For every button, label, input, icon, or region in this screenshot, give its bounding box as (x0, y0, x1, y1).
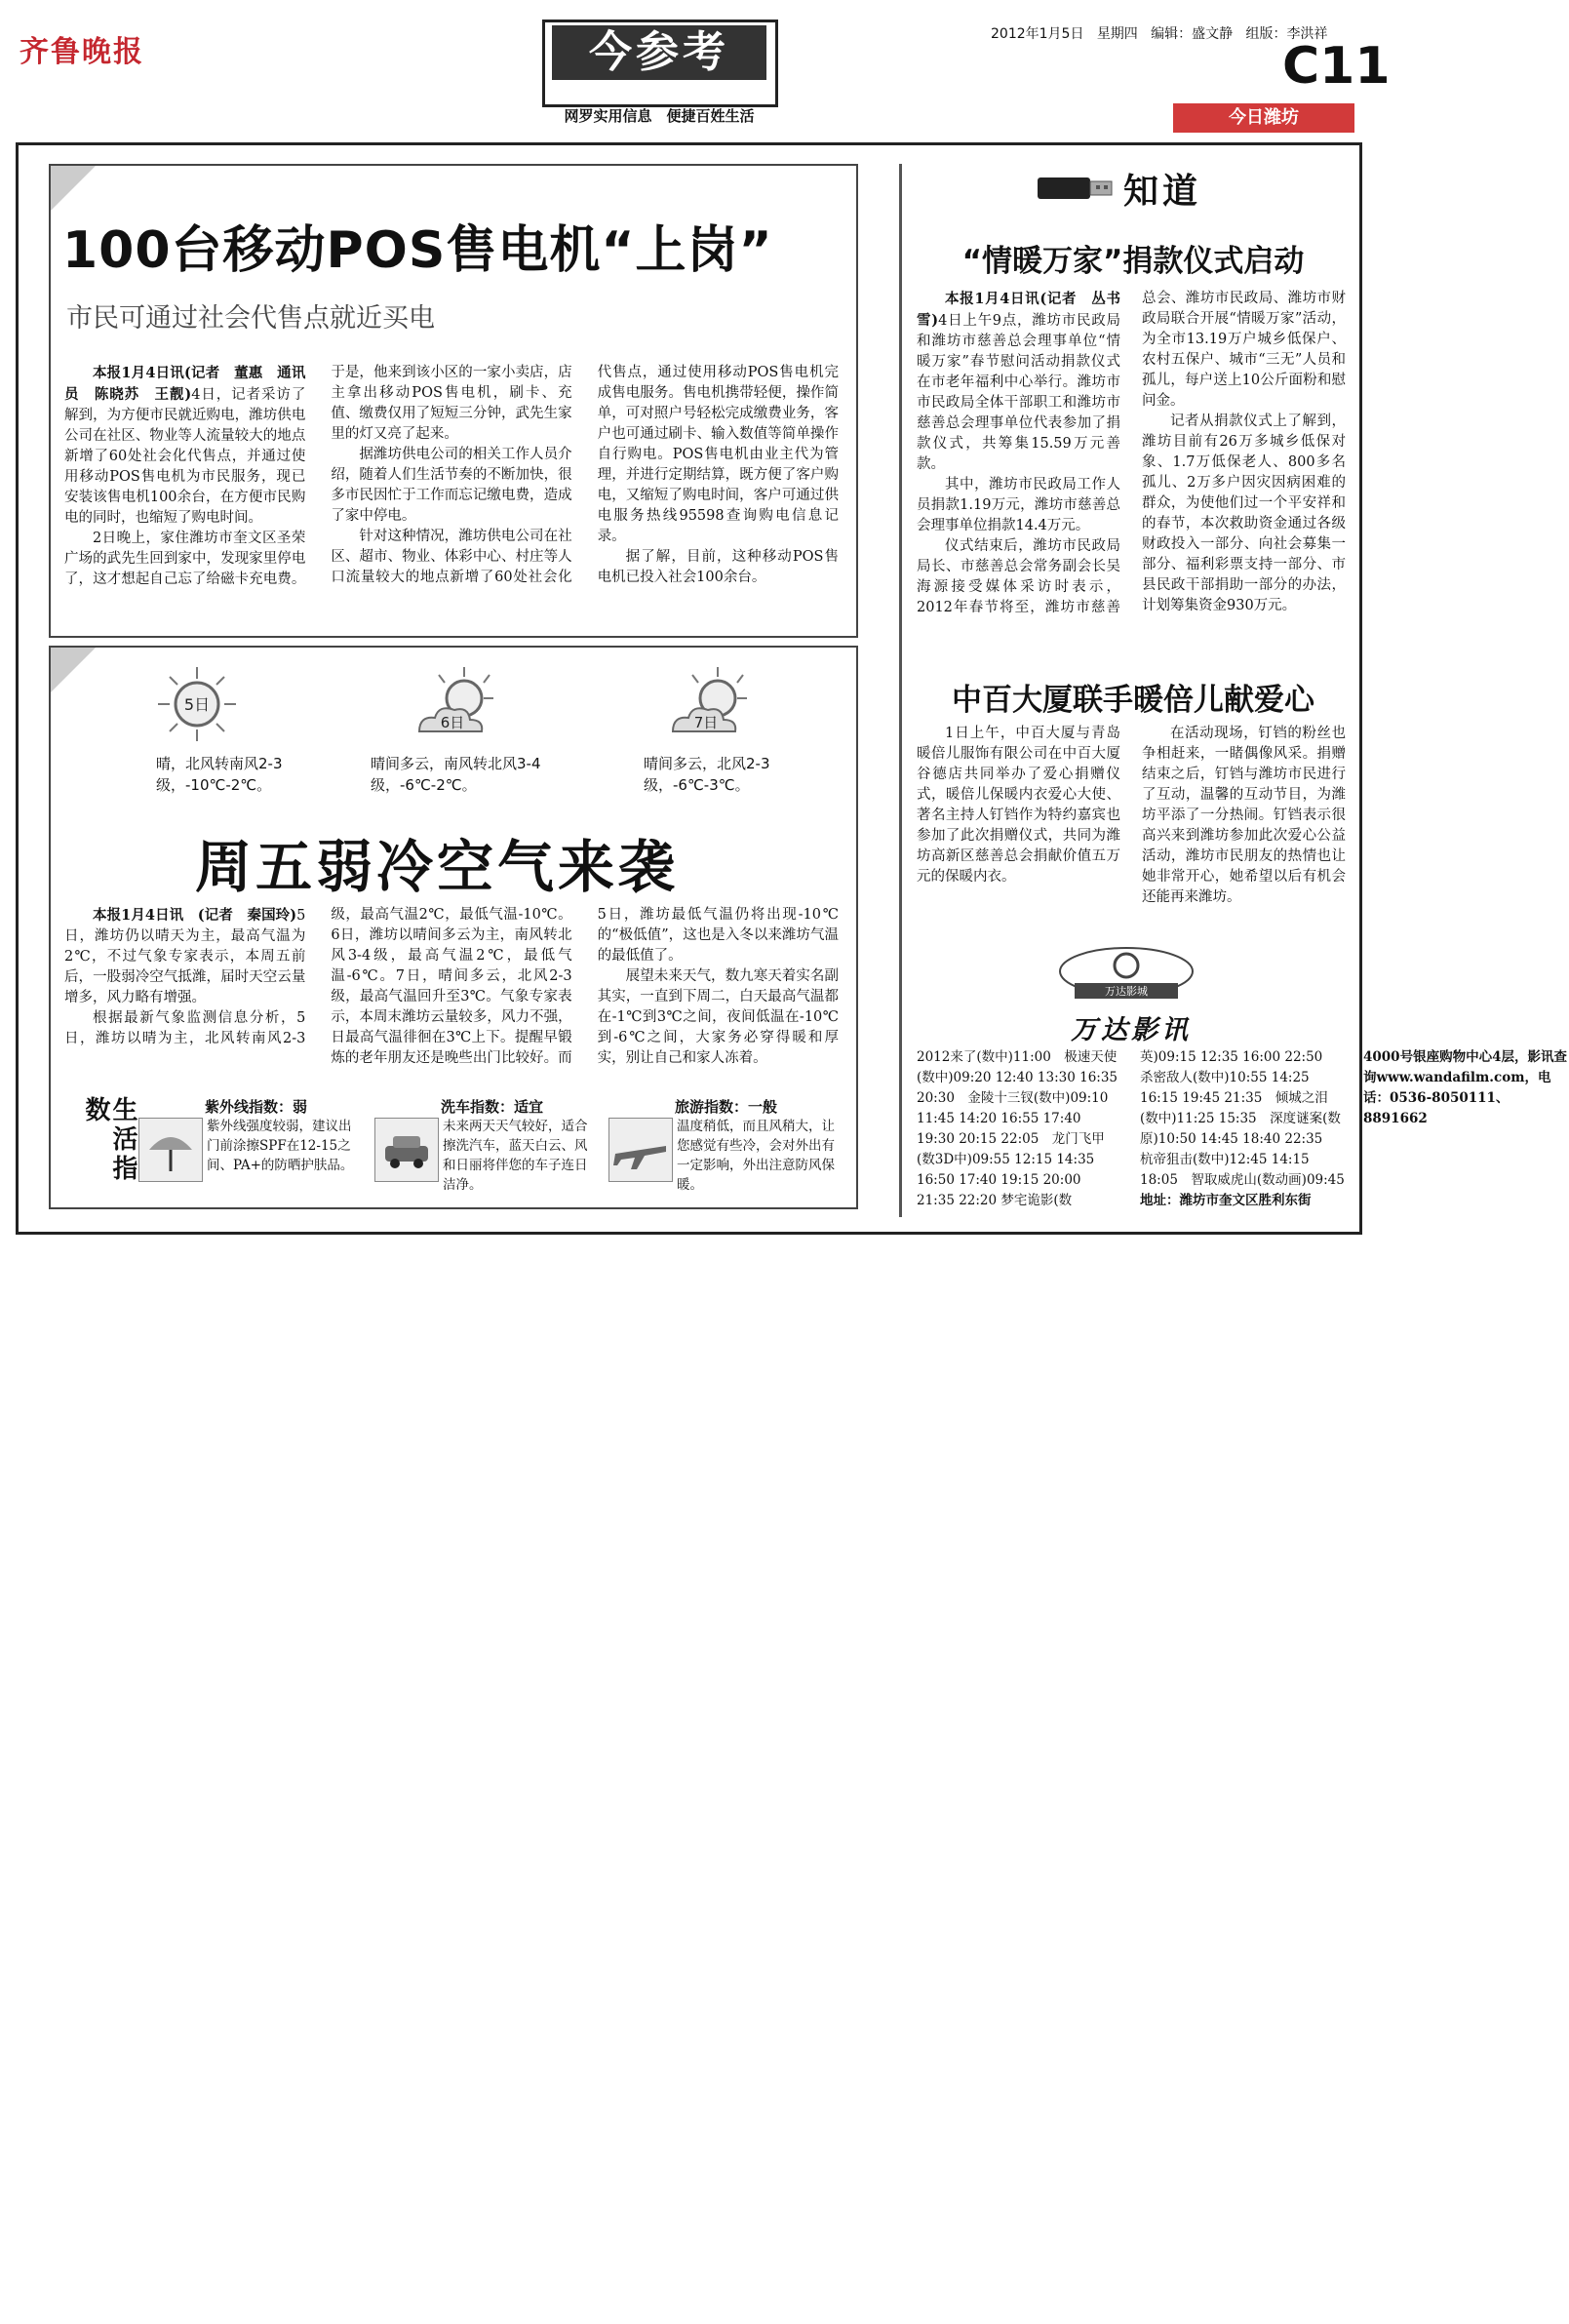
article-weather-body (64, 905, 839, 1069)
article-paragraph: 据了解，目前，这种移动POS售电机已投入社会100余台。 (597, 549, 839, 585)
wanda-address: 地址：潍坊市奎文区胜利东街4000号银座购物中心4层，影讯查询www.wandafilm.com，电话：0536-8050111、8891662 (1140, 1049, 1567, 1208)
article-paragraph: 2日晚上，家住潍坊市奎文区圣荣广场的武先生回到家中，发现家里停电了，这才想起自己忘了给磁卡充电费。于是，他来到该小区的一家小卖店，店主拿出移动POS售电机，刷卡、充值、缴费仅用了短短三分钟，武先生家里的灯又亮了起来。 (64, 365, 572, 587)
index-text: 温度稍低，而且风稍大，让您感觉有些冷，会对外出有一定影响，外出注意防风保暖。 (677, 1119, 835, 1193)
wanda-title: 万达影讯 (1071, 1015, 1192, 1045)
partly-cloudy-icon (410, 663, 499, 745)
layout-credit: 组版：李洪祥 (1245, 26, 1328, 42)
forecast-text: 晴间多云，北风2-3级，-6℃-3℃。 (644, 755, 770, 794)
issue-date: 2012年1月5日 (991, 26, 1084, 42)
article-paragraph: 在活动现场，钉铛的粉丝也争相赶来，一睹偶像风采。捐赠结束之后，钉铛与潍坊市民进行了互动，温馨的互动节目，为潍坊平添了一分热闹。钉铛表示很高兴来到潍坊参加此次爱心公益活动，潍坊市民朋友的热情也让她非常开心，她希望以后有机会还能再来潍坊。 (1142, 726, 1346, 905)
article-paragraph: 根据最新气象监测信息分析，5日，潍坊以晴为主，北风转南风2-3级，最高气温2℃，最低气温-10℃。6日，潍坊以晴间多云为主，南风转北风3-4级，最高气温2℃，最低气温-6℃。7日，晴间多云，北风2-3级，最高气温回升至3℃。气象专家表示，本周末潍坊云量较多，风力不强，日最高气温徘徊在3℃上下。提醒早锻炼的老年朋友还是晚些出门比较好。而5日，潍坊最低气温仍将出现-10℃的“极低值”，这也是入冬以来潍坊气温的最低值了。 (64, 907, 839, 1066)
article-paragraph: 4日上午9点，潍坊市民政局和潍坊市慈善总会理事单位“情暖万家”春节慰问活动捐款仪式在市老年福利中心举行。潍坊市市民政局全体干部职工和潍坊市慈善总会理事单位代表参加了捐款仪式，共筹集15.59万元善款。 (917, 313, 1120, 472)
article-pos-body (64, 363, 839, 618)
right-article1-body (917, 289, 1346, 669)
column-title: 今参考 (552, 25, 766, 80)
umbrella-icon (138, 1118, 203, 1182)
issue-meta (991, 23, 1328, 43)
wanda-schedule-body (917, 1047, 1567, 1215)
sun-icon (152, 663, 242, 745)
right-article1-lede: 本报1月4日讯(记者 丛书雪) (917, 291, 1120, 329)
forecast-day-label: 7日 (693, 714, 719, 731)
right-article2-body (917, 724, 1346, 938)
article-weather-headline: 周五弱冷空气来袭 (195, 834, 680, 900)
article-paragraph: 4日，记者采访了解到，为方便市民就近购电，潍坊供电公司在社区、物业等人流量较大的地点新增了60处社会化代售点，并通过使用移动POS售电机为市民服务，现已安装该售电机100余台，在方便市民购电的同时，也缩短了购电时间。 (64, 387, 306, 526)
forecast-text: 晴间多云，南风转北风3-4级，-6℃-2℃。 (371, 755, 541, 794)
index-carwash (374, 1096, 599, 1195)
page-number: C11 (1282, 37, 1391, 96)
section-zhidao: 知道 (1123, 172, 1202, 212)
index-text: 紫外线强度较弱，建议出门前涂擦SPF在12-15之间、PA+的防晒护肤品。 (207, 1119, 354, 1173)
forecast-day-label: 6日 (440, 714, 465, 731)
article-paragraph: 针对这种情况，潍坊供电公司在社区、超市、物业、体彩中心、村庄等人口流量较大的地点新增了60处社会化代售点，通过使用移动POS售电机完成售电服务。售电机携带轻便，操作简单，可对照户号轻松完成缴费业务，客户也可通过刷卡、输入数值等简单操作自行购电。POS售电机由业主代为管理，并进行定期结算，既方便了客户购电，又缩短了购电时间，客户可通过供电服务热线95598查询购电信息记录。 (331, 365, 839, 585)
corner-decoration (51, 166, 96, 211)
wanda-logo-text: 万达影城 (1105, 985, 1148, 998)
index-uv (138, 1096, 363, 1175)
airplane-icon (608, 1118, 673, 1182)
wanda-logo (1053, 944, 1199, 1006)
car-icon (374, 1118, 439, 1182)
paper-logo: 齐鲁晚报 (20, 35, 144, 69)
article-weather-lede: 本报1月4日讯 (记者 秦国玲) (93, 907, 297, 924)
index-title: 旅游指数：一般 (675, 1098, 778, 1116)
index-travel (608, 1096, 839, 1195)
column-slogan: 网罗实用信息 便捷百姓生活 (564, 107, 755, 125)
forecast-day-label: 5日 (183, 695, 211, 714)
column-divider (899, 164, 902, 1217)
article-paragraph: 记者从捐款仪式上了解到，潍坊目前有26万多城乡低保对象、1.7万低保老人、800多名孤儿、2万多户因灾因病困难的群众，为使他们过一个平安祥和的春节，本次救助资金通过各级财政投入一部分、向社会募集一部分、福利彩票支持一部分、市县民政干部捐助一部分的办法，计划筹集资金930万元。 (1142, 414, 1346, 613)
index-title: 洗车指数：适宜 (441, 1098, 544, 1116)
index-title: 紫外线指数：弱 (205, 1098, 308, 1116)
issue-weekday: 星期四 (1096, 26, 1138, 42)
article-paragraph: 仪式结束后，潍坊市民政局局长、市慈善总会常务副会长吴海源接受媒体采访时表示，2012年春节将至，潍坊市慈善总会、潍坊市民政局、潍坊市财政局联合开展“情暖万家”活动，为全市13.19万户城乡低保户、农村五保户、城市“三无”人员和孤儿，每户送上10公斤面粉和慰问金。 (917, 291, 1346, 615)
section-tab: 今日潍坊 (1173, 103, 1354, 133)
right-article2-headline: 中百大厦联手暖倍儿献爱心 (952, 683, 1314, 718)
corner-decoration (51, 648, 96, 692)
article-pos-lede: 本报1月4日讯(记者 董惠 通讯员 陈晓苏 王靓) (64, 365, 306, 403)
article-paragraph: 5日，潍坊仍以晴天为主，最高气温为2℃，不过气象专家表示，本周五前后，一股弱冷空气抵潍，届时天空云量增多，风力略有增强。 (64, 908, 306, 1005)
usb-drive-icon (1032, 164, 1118, 211)
right-article1-headline: “情暖万家”捐款仪式启动 (961, 244, 1305, 279)
wanda-schedule: 2012来了(数中)11:00 极速天使(数中)09:20 12:40 13:30 16:35 20:30 金陵十三钗(数中)09:10 11:45 14:20 16:55 17:40 19:30 20:15 22:05 龙门飞甲(数3D中)09:55 12:15 14:35 16:50 17:40 19:15 20:00 21:35 22:20 梦宅诡影(数英)09:15 12:35 16:00 22:50 杀密敌人(数中)10:55 14:25 16:15 19:45 21:35 倾城之泪(数中)11:25 15:35 深度谜案(数原)10:50 14:45 18:40 22:35 杭帝狙击(数中)12:45 14:15 18:05 智取威虎山(数动画)09:45 (917, 1049, 1345, 1208)
life-index-label: 生活指数 (81, 1096, 137, 1184)
article-pos-subhead: 市民可通过社会代售点就近买电 (66, 303, 435, 334)
article-paragraph: 展望未来天气，数九寒天着实名副其实，一直到下周二，白天最高气温都在-1℃到3℃之间，夜间低温在-10℃到-6℃之间，大家务必穿得暖和厚实，别让自己和家人冻着。 (597, 968, 839, 1066)
article-paragraph: 1日上午，中百大厦与青岛暖倍儿服饰有限公司在中百大厦谷德店共同举办了爱心捐赠仪式，暖倍儿保暖内衣爱心大使、著名主持人钉铛作为特约嘉宾也参加了此次捐赠仪式，共同为潍坊高新区慈善总会捐献价值五万元的保暖内衣。 (917, 726, 1120, 885)
article-pos-headline: 100台移动POS售电机“上岗” (62, 221, 773, 280)
article-paragraph: 据潍坊供电公司的相关工作人员介绍，随着人们生活节奏的不断加快，很多市民因忙于工作而忘记缴电费，造成了家中停电。 (331, 447, 572, 524)
index-text: 未来两天天气较好，适合擦洗汽车，蓝天白云、风和日丽将伴您的车子连日洁净。 (443, 1119, 588, 1193)
partly-cloudy-icon (663, 663, 753, 745)
article-paragraph: 其中，潍坊市民政局工作人员捐款1.19万元，潍坊市慈善总会理事单位捐款14.4万元。 (917, 477, 1120, 533)
editor-credit: 编辑：盛文静 (1151, 26, 1234, 42)
forecast-text: 晴，北风转南风2-3级，-10℃-2℃。 (156, 755, 283, 794)
